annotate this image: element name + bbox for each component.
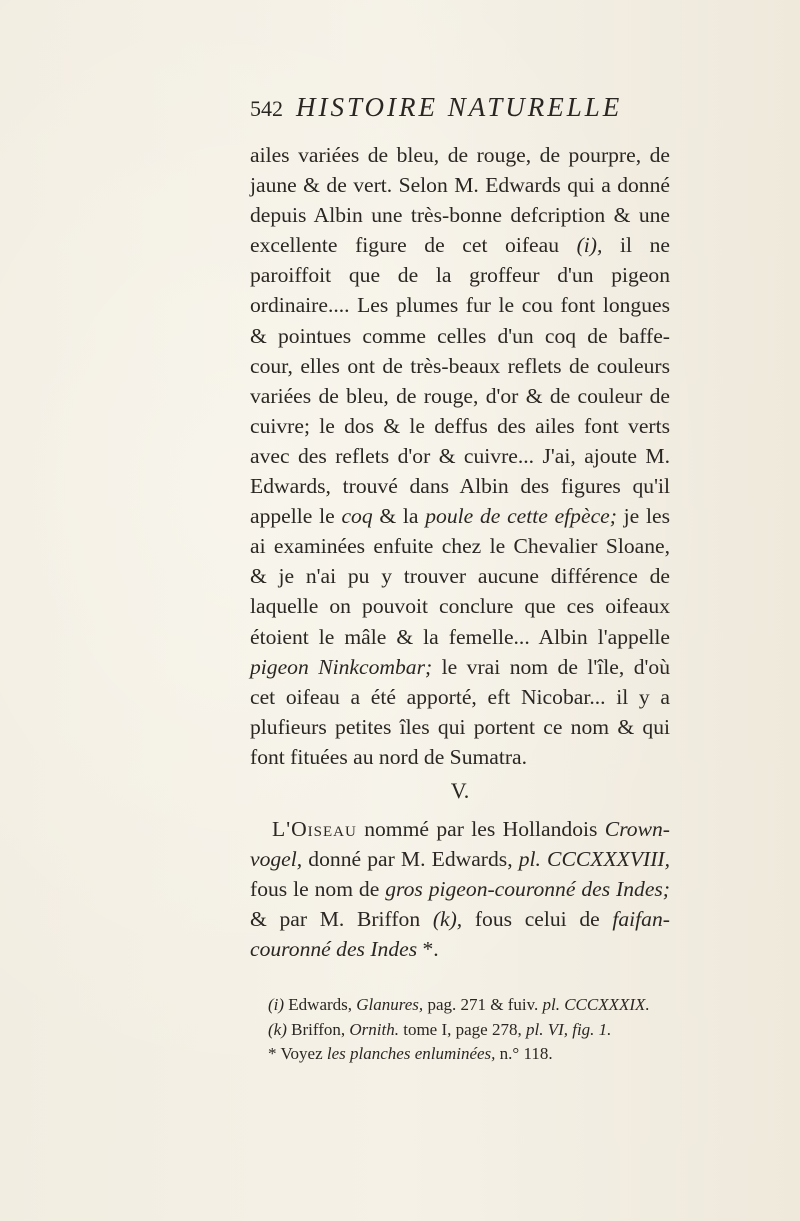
text-run: faifan-couronné des Indes bbox=[250, 907, 670, 962]
text-run: (i) bbox=[268, 995, 285, 1014]
text-run: * Voyez bbox=[268, 1044, 327, 1063]
text-run: tome I, page 278, bbox=[398, 1019, 526, 1039]
text-run: & par M. Briffon bbox=[250, 907, 433, 932]
text-run: (i), bbox=[576, 233, 603, 258]
text-run: nommé par les Hollandois bbox=[356, 816, 605, 841]
page-number: 542 bbox=[250, 96, 283, 121]
text-run: *. bbox=[417, 937, 439, 962]
text-run: donné par M. Edwards, bbox=[302, 847, 519, 872]
running-title: HISTOIRE NATURELLE bbox=[296, 92, 623, 122]
text-run: pigeon Ninkcombar; bbox=[250, 654, 433, 679]
running-head bbox=[250, 92, 670, 132]
footnote-i bbox=[268, 993, 678, 1018]
footnote-k bbox=[268, 1018, 678, 1043]
text-run: Edwards, bbox=[284, 995, 357, 1014]
footnotes bbox=[268, 993, 678, 1067]
text-run: pag. 271 & fuiv. bbox=[423, 995, 543, 1014]
text-run: pl. VI, fig. 1. bbox=[525, 1019, 612, 1039]
text-run: fous celui de bbox=[462, 907, 613, 932]
text-run: pl. CCCXXXVIII, bbox=[518, 847, 671, 872]
text-run: gros pigeon-couronné des Indes; bbox=[385, 877, 671, 902]
text-run: Glanures, bbox=[356, 995, 424, 1014]
main-text bbox=[250, 140, 670, 964]
text-run: coq bbox=[341, 504, 373, 529]
text-run: Briffon, bbox=[286, 1019, 350, 1039]
text-run: (k) bbox=[268, 1019, 287, 1039]
text-run: L'Oiseau bbox=[272, 816, 357, 841]
text-run: le vrai nom de l'île, d'où cet oifeau a été apporté, eft Nicobar... il y a plufieurs petites îles qui portent ce nom & qui font fituées au nord de Sumatra. bbox=[250, 654, 670, 769]
text-run: Crown-vogel, bbox=[250, 816, 670, 872]
text-run: pl. CCCXXXIX. bbox=[542, 995, 650, 1014]
text-run: je les ai examinées enfuite chez le Chevalier Sloane, & je n'ai pu y trouver aucune différence de laquelle on pouvoit conclure que ces oifeaux étoient le mâle & la femelle... Albin l'appelle bbox=[250, 504, 671, 649]
text-run: fous le nom de bbox=[250, 877, 386, 902]
text-run: les planches enluminées, bbox=[326, 1044, 496, 1063]
text-run: & la bbox=[372, 504, 426, 529]
text-run: (k), bbox=[432, 907, 463, 932]
section-number: V. bbox=[450, 777, 470, 803]
footnote-star bbox=[268, 1042, 678, 1067]
text-run: poule de cette efpèce; bbox=[425, 504, 617, 529]
text-run: Ornith. bbox=[349, 1019, 399, 1039]
text-run: ailes variées de bleu, de rouge, de pourpre, de jaune & de vert. Selon M. Edwards qui a donné depuis Albin une très-bonne defcription & une excellente figure de cet oifeau bbox=[250, 143, 670, 258]
text-run: il ne paroiffoit que de la groffeur d'un pigeon ordinaire.... Les plumes fur le cou font longues & pointues comme celles d'un coq de baffe-cour, elles ont de très-beaux reflets de couleurs variées de bleu, de rouge, d'or & de couleur de cuivre; le dos & le deffus des ailes font verts avec des reflets d'or & cuivre... J'ai, ajoute M. Edwards, trouvé dans Albin des figures qu'il appelle le bbox=[250, 233, 670, 529]
paragraph-1 bbox=[250, 140, 670, 772]
text-run: n.° 118. bbox=[495, 1044, 553, 1063]
paragraph-2 bbox=[250, 814, 670, 964]
